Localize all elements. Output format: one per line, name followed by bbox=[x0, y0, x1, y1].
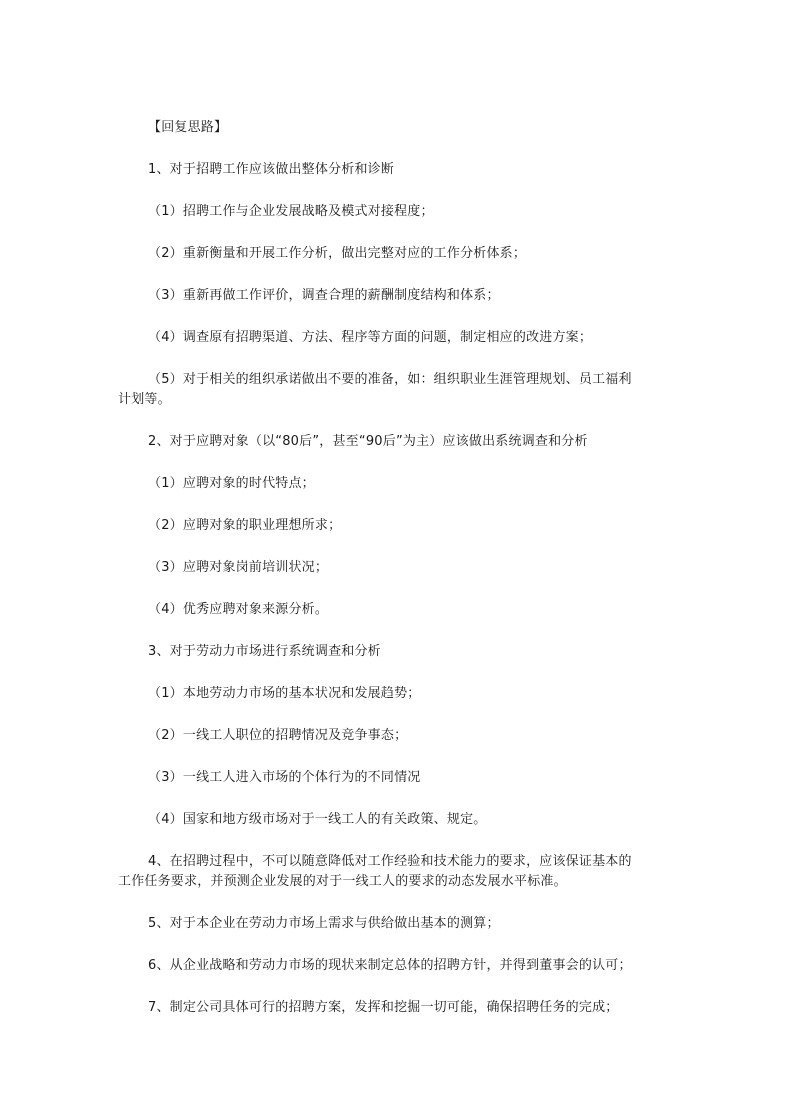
paragraph-3-3: （3）一线工人进入市场的个体行为的不同情况 bbox=[148, 770, 421, 785]
paragraph-1-5-continued: 计划等。 bbox=[118, 392, 171, 407]
paragraph-1-3: （3）重新再做工作评价，调查合理的薪酬制度结构和体系； bbox=[148, 288, 500, 303]
paragraph-5: 5、对于本企业在劳动力市场上需求与供给做出基本的测算； bbox=[148, 916, 500, 931]
paragraph-1-1: （1）招聘工作与企业发展战略及模式对接程度； bbox=[148, 204, 434, 219]
paragraph-2-3: （3）应聘对象岗前培训状况； bbox=[148, 560, 329, 575]
paragraph-4: 4、在招聘过程中，不可以随意降低对工作经验和技术能力的要求，应该保证基本的 bbox=[148, 854, 632, 869]
paragraph-1: 1、对于招聘工作应该做出整体分析和诊断 bbox=[148, 162, 395, 177]
paragraph-3-2: （2）一线工人职位的招聘情况及竞争事态； bbox=[148, 728, 408, 743]
paragraph-1-4: （4）调查原有招聘渠道、方法、程序等方面的问题，制定相应的改进方案； bbox=[148, 330, 593, 345]
paragraph-1-5: （5）对于相关的组织承诺做出不要的准备，如：组织职业生涯管理规划、员工福利 bbox=[148, 372, 632, 387]
paragraph-2-1: （1）应聘对象的时代特点； bbox=[148, 476, 315, 491]
paragraph-7: 7、制定公司具体可行的招聘方案，发挥和挖掘一切可能，确保招聘任务的完成； bbox=[148, 1000, 619, 1015]
paragraph-3: 3、对于劳动力市场进行系统调查和分析 bbox=[148, 644, 381, 659]
paragraph-3-1: （1）本地劳动力市场的基本状况和发展趋势； bbox=[148, 686, 421, 701]
paragraph-2-4: （4）优秀应聘对象来源分析。 bbox=[148, 602, 329, 617]
section-heading: 【回复思路】 bbox=[148, 120, 228, 135]
paragraph-2: 2、对于应聘对象（以“80后”，甚至“90后”为主）应该做出系统调查和分析 bbox=[148, 434, 588, 449]
paragraph-4-continued: 工作任务要求，并预测企业发展的对于一线工人的要求的动态发展水平标准。 bbox=[118, 874, 567, 889]
paragraph-3-4: （4）国家和地方级市场对于一线工人的有关政策、规定。 bbox=[148, 812, 487, 827]
paragraph-2-2: （2）应聘对象的职业理想所求； bbox=[148, 518, 342, 533]
paragraph-1-2: （2）重新衡量和开展工作分析，做出完整对应的工作分析体系； bbox=[148, 246, 527, 261]
paragraph-6: 6、从企业战略和劳动力市场的现状来制定总体的招聘方针，并得到董事会的认可； bbox=[148, 958, 632, 973]
